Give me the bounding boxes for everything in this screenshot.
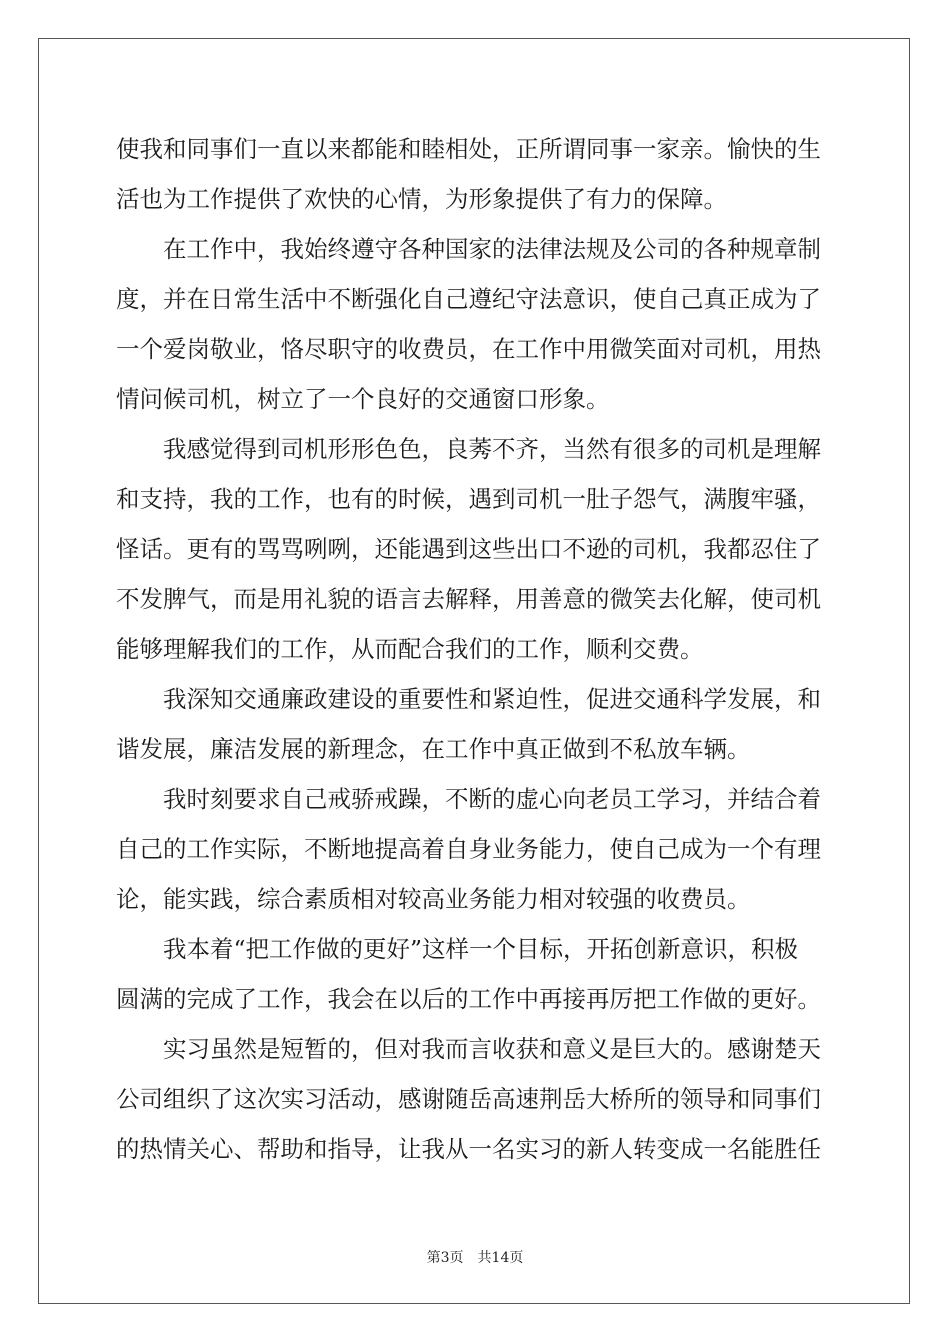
text-line: 我感觉得到司机形形色色，良莠不齐，当然有很多的司机是理解 bbox=[116, 435, 821, 463]
text-line: 公司组织了这次实习活动，感谢随岳高速荆岳大桥所的领导和同事们 bbox=[116, 1085, 821, 1113]
text-line: 情问候司机，树立了一个良好的交通窗口形象。 bbox=[116, 385, 610, 413]
text-line: 的热情关心、帮助和指导，让我从一名实习的新人转变成一名能胜任 bbox=[116, 1135, 821, 1163]
text-line: 我本着“把工作做的更好”这样一个目标，开拓创新意识，积极 bbox=[116, 935, 799, 963]
text-line: 在工作中，我始终遵守各种国家的法律法规及公司的各种规章制 bbox=[116, 235, 821, 263]
text-line: 一个爱岗敬业，恪尽职守的收费员，在工作中用微笑面对司机，用热 bbox=[116, 335, 821, 363]
text-line: 我深知交通廉政建设的重要性和紧迫性，促进交通科学发展，和 bbox=[116, 685, 821, 713]
text-line: 谐发展，廉洁发展的新理念，在工作中真正做到不私放车辆。 bbox=[116, 735, 751, 763]
text-line: 使我和同事们一直以来都能和睦相处，正所谓同事一家亲。愉快的生 bbox=[116, 135, 821, 163]
page-footer bbox=[0, 1247, 950, 1267]
text-line: 怪话。更有的骂骂咧咧，还能遇到这些出口不逊的司机，我都忍住了 bbox=[116, 535, 821, 563]
text-line: 不发脾气，而是用礼貌的语言去解释，用善意的微笑去化解，使司机 bbox=[116, 585, 821, 613]
text-line: 自己的工作实际，不断地提高着自身业务能力，使自己成为一个有理 bbox=[116, 835, 821, 863]
text-line: 活也为工作提供了欢快的心情，为形象提供了有力的保障。 bbox=[116, 185, 727, 213]
text-line: 和支持，我的工作，也有的时候，遇到司机一肚子怨气，满腹牢骚， bbox=[116, 485, 821, 513]
text-line: 圆满的完成了工作，我会在以后的工作中再接再厉把工作做的更好。 bbox=[116, 985, 821, 1013]
document-body bbox=[116, 124, 836, 1174]
text-line: 能够理解我们的工作，从而配合我们的工作，顺利交费。 bbox=[116, 635, 704, 663]
text-line: 实习虽然是短暂的，但对我而言收获和意义是巨大的。感谢楚天 bbox=[116, 1035, 821, 1063]
text-line: 我时刻要求自己戒骄戒躁，不断的虚心向老员工学习，并结合着 bbox=[116, 785, 821, 813]
page-number: 第3页 bbox=[426, 1250, 464, 1266]
text-line: 度，并在日常生活中不断强化自己遵纪守法意识，使自己真正成为了 bbox=[116, 285, 821, 313]
page-total: 共14页 bbox=[477, 1250, 524, 1266]
text-line: 论，能实践，综合素质相对较高业务能力相对较强的收费员。 bbox=[116, 885, 751, 913]
